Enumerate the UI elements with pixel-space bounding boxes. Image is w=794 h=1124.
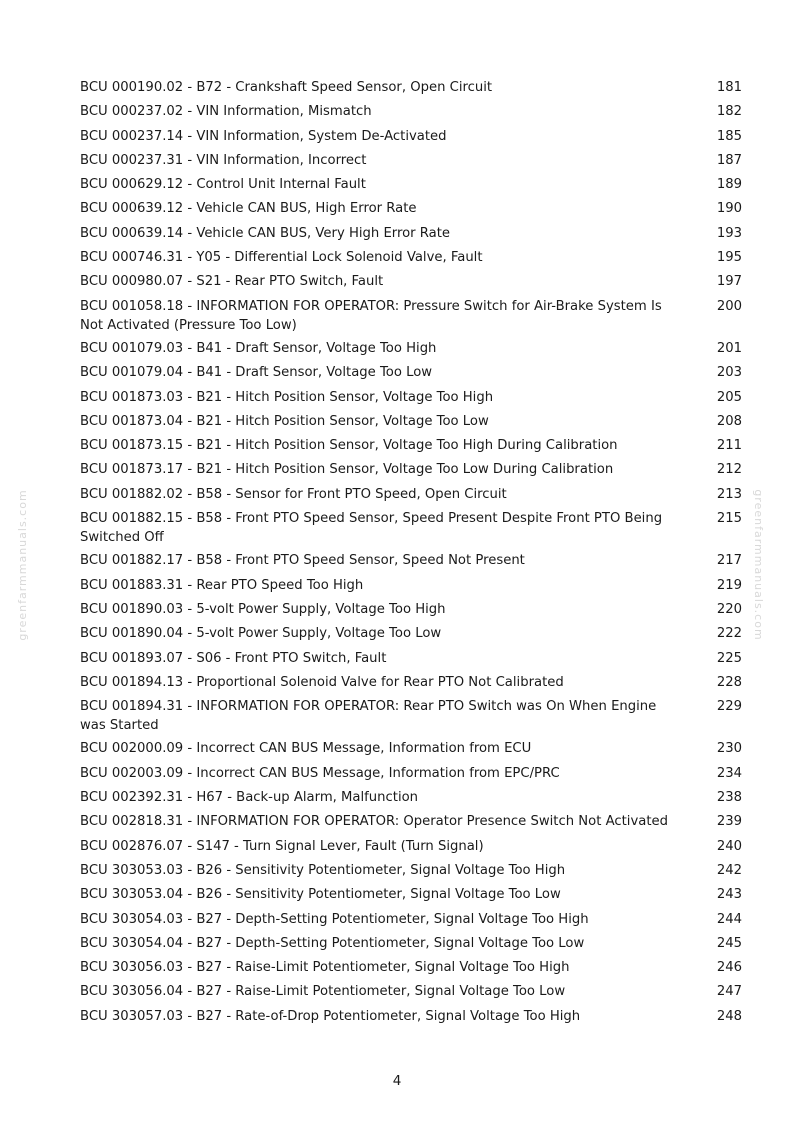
toc-entry-title[interactable]: BCU 000639.14 - Vehicle CAN BUS, Very High Error Rate <box>80 225 451 241</box>
toc-entry-title[interactable]: BCU 303053.04 - B26 - Sensitivity Potentiometer, Signal Voltage Too Low <box>80 887 561 903</box>
toc-entry[interactable] <box>80 811 742 835</box>
toc-entry-title[interactable]: BCU 000237.14 - VIN Information, System De-Activated <box>80 128 447 144</box>
toc-entry[interactable] <box>80 362 742 386</box>
toc-entry-title[interactable]: BCU 001058.18 - INFORMATION FOR OPERATOR: Pressure Switch for Air-Brake System Is Not Activated (Pressure Too Low) <box>80 298 662 333</box>
toc-entry-title[interactable]: BCU 001893.07 - S06 - Front PTO Switch, Fault <box>80 650 387 666</box>
toc-entry-title[interactable]: BCU 001079.03 - B41 - Draft Sensor, Voltage Too High <box>80 340 437 356</box>
toc-entry-page-number[interactable]: 222 <box>716 626 742 642</box>
toc-entry-page-number[interactable]: 246 <box>716 960 742 976</box>
toc-entry[interactable] <box>80 174 742 198</box>
toc-entry-page-number[interactable]: 228 <box>716 674 742 690</box>
toc-entry-title[interactable]: BCU 001873.17 - B21 - Hitch Position Sensor, Voltage Too Low During Calibration <box>80 462 614 478</box>
toc-entry-title[interactable]: BCU 001890.03 - 5-volt Power Supply, Voltage Too High <box>80 601 446 617</box>
toc-entry-title[interactable]: BCU 002003.09 - Incorrect CAN BUS Message, Information from EPC/PRC <box>80 765 560 781</box>
toc-entry-page-number[interactable]: 193 <box>716 225 742 241</box>
toc-entry[interactable] <box>80 884 742 908</box>
toc-entry-page-number[interactable]: 240 <box>716 838 742 854</box>
toc-entry[interactable] <box>80 296 742 338</box>
toc-entry-title[interactable]: BCU 001873.04 - B21 - Hitch Position Sensor, Voltage Too Low <box>80 413 489 429</box>
toc-entry-page-number[interactable]: 205 <box>716 389 742 405</box>
toc-entry-title[interactable]: BCU 303057.03 - B27 - Rate-of-Drop Potentiometer, Signal Voltage Too High <box>80 1008 581 1024</box>
toc-entry-title[interactable]: BCU 000746.31 - Y05 - Differential Lock Solenoid Valve, Fault <box>80 250 483 266</box>
toc-entry-page-number[interactable]: 230 <box>716 741 742 757</box>
toc-entry[interactable] <box>80 860 742 884</box>
toc-entry[interactable] <box>80 459 742 483</box>
toc-entry-page-number[interactable]: 243 <box>716 887 742 903</box>
toc-entry[interactable] <box>80 508 742 550</box>
toc-entry-page-number[interactable]: 242 <box>716 862 742 878</box>
table-of-contents <box>80 77 742 1030</box>
toc-entry-title[interactable]: BCU 002876.07 - S147 - Turn Signal Lever, Fault (Turn Signal) <box>80 838 484 854</box>
toc-entry[interactable] <box>80 338 742 362</box>
toc-entry[interactable] <box>80 550 742 574</box>
toc-entry-page-number[interactable]: 201 <box>716 340 742 356</box>
toc-entry[interactable] <box>80 198 742 222</box>
toc-entry-title[interactable]: BCU 001883.31 - Rear PTO Speed Too High <box>80 577 364 593</box>
toc-entry[interactable] <box>80 981 742 1005</box>
toc-entry[interactable] <box>80 435 742 459</box>
toc-entry-title[interactable]: BCU 303056.04 - B27 - Raise-Limit Potentiometer, Signal Voltage Too Low <box>80 984 566 1000</box>
toc-entry[interactable] <box>80 575 742 599</box>
toc-entry[interactable] <box>80 126 742 150</box>
watermark-right: greenfarmmanuals.com <box>752 489 766 641</box>
toc-entry[interactable] <box>80 77 742 101</box>
toc-entry[interactable] <box>80 672 742 696</box>
toc-entry-title[interactable]: BCU 001890.04 - 5-volt Power Supply, Voltage Too Low <box>80 626 442 642</box>
toc-entry[interactable] <box>80 909 742 933</box>
toc-entry[interactable] <box>80 223 742 247</box>
toc-entry-page-number[interactable]: 239 <box>716 814 742 830</box>
toc-entry-title[interactable]: BCU 000639.12 - Vehicle CAN BUS, High Error Rate <box>80 201 417 217</box>
toc-entry-title[interactable]: BCU 000980.07 - S21 - Rear PTO Switch, Fault <box>80 274 384 290</box>
toc-entry[interactable] <box>80 101 742 125</box>
toc-entry[interactable] <box>80 411 742 435</box>
toc-entry[interactable] <box>80 387 742 411</box>
toc-entry-title[interactable]: BCU 002818.31 - INFORMATION FOR OPERATOR: Operator Presence Switch Not Activated <box>80 814 668 830</box>
toc-entry-title[interactable]: BCU 303053.03 - B26 - Sensitivity Potentiometer, Signal Voltage Too High <box>80 862 566 878</box>
toc-entry-title[interactable]: BCU 001873.03 - B21 - Hitch Position Sensor, Voltage Too High <box>80 389 494 405</box>
toc-entry-page-number[interactable]: 220 <box>716 601 742 617</box>
toc-entry-title[interactable]: BCU 001894.13 - Proportional Solenoid Valve for Rear PTO Not Calibrated <box>80 674 564 690</box>
toc-entry-title[interactable]: BCU 001882.15 - B58 - Front PTO Speed Sensor, Speed Present Despite Front PTO Being Switched Off <box>80 511 663 546</box>
toc-entry-page-number[interactable]: 245 <box>716 935 742 951</box>
toc-entry-page-number[interactable]: 215 <box>716 511 742 527</box>
toc-entry-title[interactable]: BCU 000190.02 - B72 - Crankshaft Speed Sensor, Open Circuit <box>80 80 493 95</box>
toc-entry-title[interactable]: BCU 002000.09 - Incorrect CAN BUS Message, Information from ECU <box>80 741 532 757</box>
toc-entry-page-number[interactable]: 200 <box>716 298 742 314</box>
toc-entry[interactable] <box>80 957 742 981</box>
toc-entry-title[interactable]: BCU 002392.31 - H67 - Back-up Alarm, Malfunction <box>80 790 419 806</box>
toc-entry-page-number[interactable]: 187 <box>716 152 742 168</box>
toc-entry-page-number[interactable]: 238 <box>716 790 742 806</box>
toc-entry-page-number[interactable]: 234 <box>716 765 742 781</box>
toc-entry-page-number[interactable]: 219 <box>716 577 742 593</box>
toc-entry[interactable] <box>80 247 742 271</box>
toc-entry-page-number[interactable]: 190 <box>716 201 742 217</box>
toc-entry[interactable] <box>80 738 742 762</box>
toc-entry-title[interactable]: BCU 303054.03 - B27 - Depth-Setting Potentiometer, Signal Voltage Too High <box>80 911 589 927</box>
toc-entry-page-number[interactable]: 212 <box>716 462 742 478</box>
toc-entry-title[interactable]: BCU 001882.17 - B58 - Front PTO Speed Sensor, Speed Not Present <box>80 553 525 569</box>
toc-entry[interactable] <box>80 150 742 174</box>
toc-entry-page-number[interactable]: 197 <box>716 274 742 290</box>
toc-entry-page-number[interactable]: 211 <box>716 438 742 454</box>
toc-entry[interactable] <box>80 599 742 623</box>
toc-entry[interactable] <box>80 1006 742 1030</box>
toc-entry-page-number[interactable]: 195 <box>716 250 742 266</box>
toc-entry-title[interactable]: BCU 000237.02 - VIN Information, Mismatch <box>80 104 372 120</box>
toc-entry-page-number[interactable]: 247 <box>716 984 742 1000</box>
toc-entry[interactable] <box>80 484 742 508</box>
toc-entry-title[interactable]: BCU 303056.03 - B27 - Raise-Limit Potentiometer, Signal Voltage Too High <box>80 960 570 976</box>
toc-entry-title[interactable]: BCU 001873.15 - B21 - Hitch Position Sensor, Voltage Too High During Calibration <box>80 438 618 454</box>
toc-entry-page-number[interactable]: 248 <box>716 1008 742 1024</box>
toc-entry[interactable] <box>80 623 742 647</box>
toc-entry-page-number[interactable]: 208 <box>716 413 742 429</box>
toc-entry-title[interactable]: BCU 000629.12 - Control Unit Internal Fault <box>80 177 366 193</box>
toc-entry-title[interactable]: BCU 001882.02 - B58 - Sensor for Front PTO Speed, Open Circuit <box>80 486 507 502</box>
toc-entry[interactable] <box>80 836 742 860</box>
toc-entry-page-number[interactable]: 181 <box>716 80 742 95</box>
toc-entry-title[interactable]: BCU 303054.04 - B27 - Depth-Setting Potentiometer, Signal Voltage Too Low <box>80 935 585 951</box>
toc-entry-page-number[interactable]: 189 <box>716 177 742 193</box>
toc-entry-page-number[interactable]: 229 <box>716 699 742 715</box>
toc-entry-title[interactable]: BCU 001894.31 - INFORMATION FOR OPERATOR: Rear PTO Switch was On When Engine was Started <box>80 699 657 734</box>
toc-entry-page-number[interactable]: 182 <box>716 104 742 120</box>
toc-entry-page-number[interactable]: 213 <box>716 486 742 502</box>
toc-entry[interactable] <box>80 648 742 672</box>
toc-entry-page-number[interactable]: 203 <box>716 365 742 381</box>
toc-entry[interactable] <box>80 696 742 738</box>
toc-entry-title[interactable]: BCU 000237.31 - VIN Information, Incorrect <box>80 152 367 168</box>
toc-entry[interactable] <box>80 787 742 811</box>
toc-entry[interactable] <box>80 933 742 957</box>
toc-entry-title[interactable]: BCU 001079.04 - B41 - Draft Sensor, Voltage Too Low <box>80 365 433 381</box>
toc-entry-page-number[interactable]: 225 <box>716 650 742 666</box>
toc-entry[interactable] <box>80 271 742 295</box>
watermark-left: greenfarmmanuals.com <box>16 489 30 641</box>
toc-entry-page-number[interactable]: 217 <box>716 553 742 569</box>
toc-entry-page-number[interactable]: 244 <box>716 911 742 927</box>
toc-entry[interactable] <box>80 763 742 787</box>
toc-entry-page-number[interactable]: 185 <box>716 128 742 144</box>
page-number: 4 <box>392 1073 402 1089</box>
